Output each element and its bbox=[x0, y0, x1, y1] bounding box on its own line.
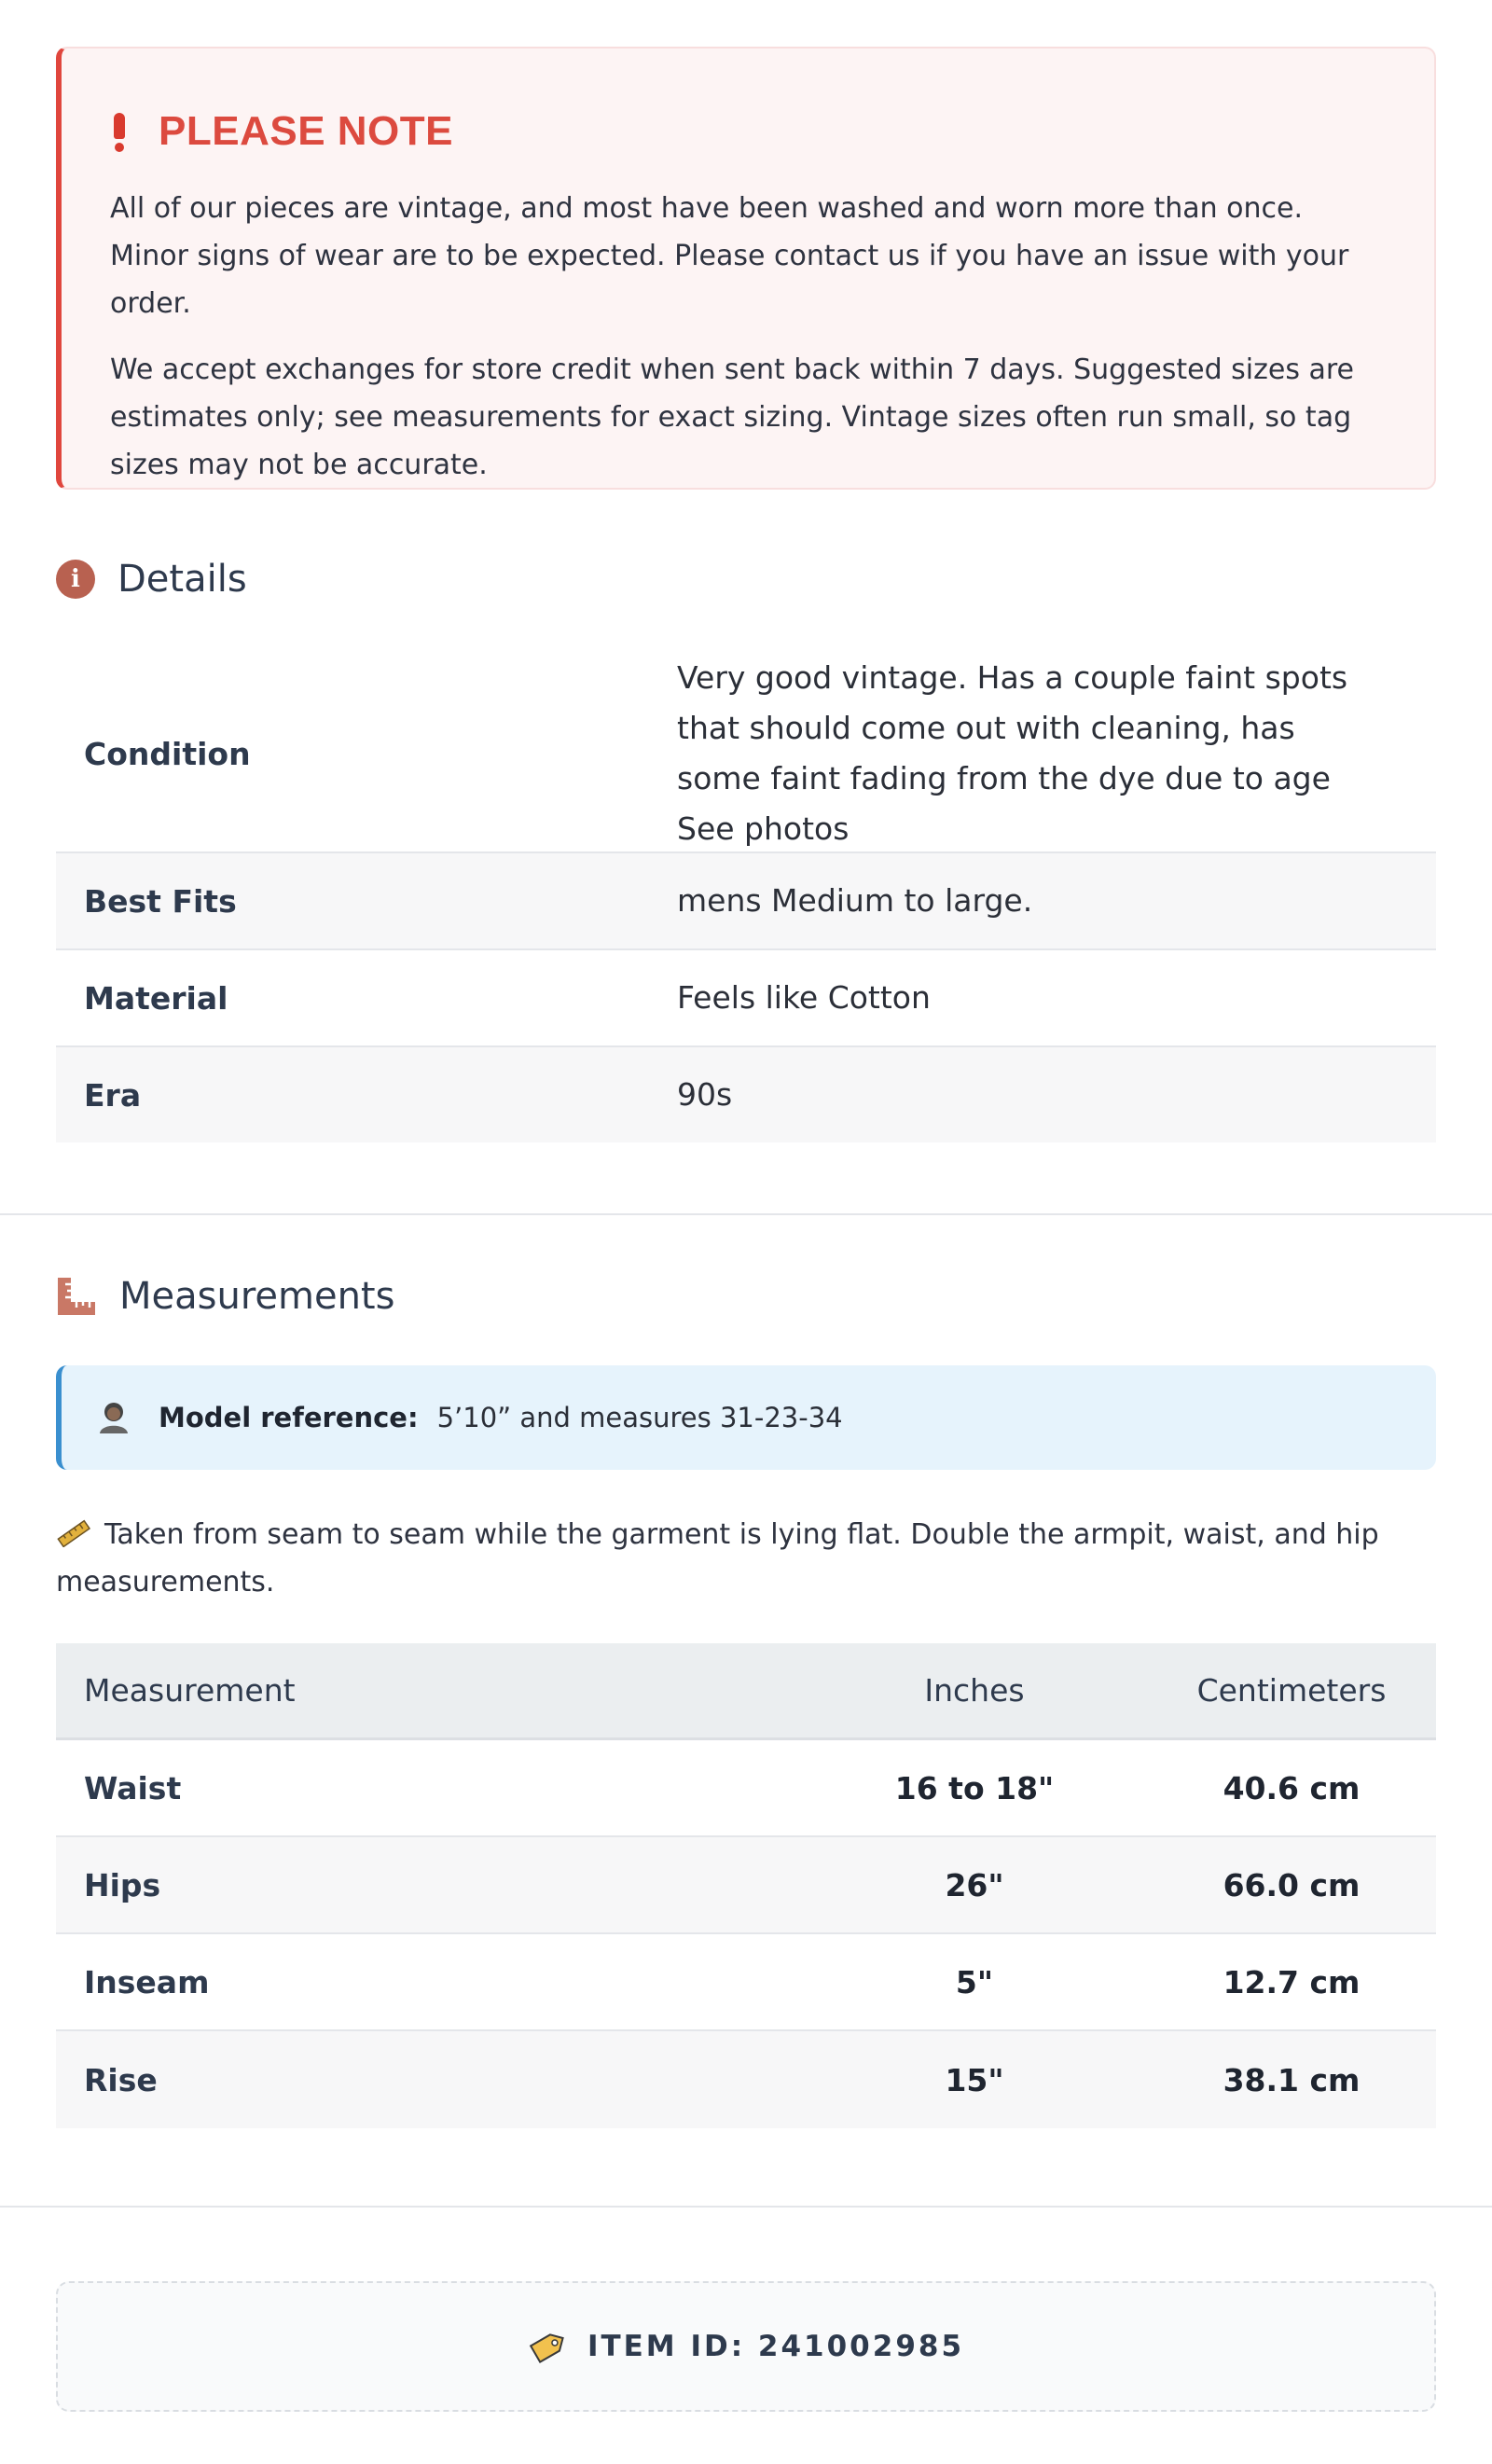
measurement-name: Inseam bbox=[84, 1963, 210, 2000]
table-row bbox=[56, 1837, 1436, 1934]
measurement-note-text: Taken from seam to seam while the garment is lying flat. Double the armpit, waist, and hip measurements. bbox=[56, 1518, 1379, 1599]
details-value: mens Medium to large. bbox=[677, 882, 1033, 919]
measurement-cm: 40.6 cm bbox=[1223, 1769, 1361, 1806]
details-title: Details bbox=[117, 558, 247, 601]
column-header-inches: Inches bbox=[924, 1672, 1025, 1709]
details-table bbox=[56, 656, 1436, 1142]
ruler-icon bbox=[56, 1276, 97, 1317]
column-header-centimeters: Centimeters bbox=[1196, 1672, 1387, 1709]
details-label: Material bbox=[84, 979, 228, 1017]
model-reference-label: Model reference: bbox=[159, 1402, 419, 1433]
measurement-inches: 15" bbox=[945, 2061, 1004, 2098]
details-value: Feels like Cotton bbox=[677, 979, 931, 1016]
measurements-section bbox=[56, 1268, 1436, 2128]
model-reference-value: 5’10” and measures 31-23-34 bbox=[436, 1402, 843, 1433]
measurement-inches: 26" bbox=[945, 1866, 1004, 1903]
details-label: Best Fits bbox=[84, 882, 237, 920]
person-icon bbox=[97, 1401, 131, 1434]
measurement-cm: 12.7 cm bbox=[1223, 1963, 1361, 2000]
exclamation-icon bbox=[114, 113, 125, 150]
table-header-row bbox=[56, 1643, 1436, 1740]
measurement-name: Rise bbox=[84, 2061, 158, 2098]
item-id-box bbox=[56, 2281, 1436, 2412]
details-row bbox=[56, 853, 1436, 950]
measurement-inches: 16 to 18" bbox=[894, 1769, 1055, 1806]
table-row bbox=[56, 2031, 1436, 2128]
notice-header bbox=[110, 106, 1388, 157]
details-label: Era bbox=[84, 1076, 142, 1114]
measurements-table bbox=[56, 1643, 1436, 2128]
tag-icon bbox=[528, 2328, 569, 2365]
notice-title: PLEASE NOTE bbox=[159, 108, 453, 154]
measurement-cm: 38.1 cm bbox=[1223, 2061, 1361, 2098]
table-row bbox=[56, 1740, 1436, 1837]
column-header-measurement: Measurement bbox=[84, 1672, 296, 1709]
details-row bbox=[56, 656, 1436, 853]
notice-box bbox=[56, 47, 1436, 490]
notice-paragraph: We accept exchanges for store credit when sent back within 7 days. Suggested sizes are estimates only; see measurements for exact sizing. Vintage sizes often run small, so tag sizes may not be accurate. bbox=[110, 353, 1355, 481]
item-id-text: ITEM ID: 241002985 bbox=[587, 2330, 965, 2363]
measurement-name: Hips bbox=[84, 1866, 161, 1903]
table-row bbox=[56, 1934, 1436, 2031]
details-header bbox=[56, 551, 1436, 607]
details-row bbox=[56, 1047, 1436, 1142]
details-row bbox=[56, 950, 1436, 1047]
measurements-header bbox=[56, 1268, 1436, 1324]
info-icon: i bbox=[56, 560, 95, 599]
measurements-title: Measurements bbox=[119, 1275, 395, 1318]
item-section bbox=[56, 2281, 1436, 2412]
notice-paragraph: All of our pieces are vintage, and most have been washed and worn more than once. Minor signs of wear are to be expected. Please contact us if you have an issue with your order. bbox=[110, 192, 1349, 320]
details-value: Very good vintage. Has a couple faint spots that should come out with cleaning, has some faint fading from the dye due to age See photos bbox=[677, 659, 1348, 847]
measurement-cm: 66.0 cm bbox=[1223, 1866, 1361, 1903]
pencil-icon bbox=[56, 1515, 93, 1543]
measurement-note bbox=[56, 1511, 1436, 1606]
measurement-name: Waist bbox=[84, 1769, 182, 1806]
section-divider bbox=[0, 2206, 1492, 2208]
section-divider bbox=[0, 1213, 1492, 1215]
details-label: Condition bbox=[84, 735, 251, 772]
product-info bbox=[56, 47, 1436, 1142]
details-value: 90s bbox=[677, 1076, 733, 1113]
measurement-inches: 5" bbox=[955, 1963, 994, 2000]
model-reference bbox=[56, 1365, 1436, 1470]
